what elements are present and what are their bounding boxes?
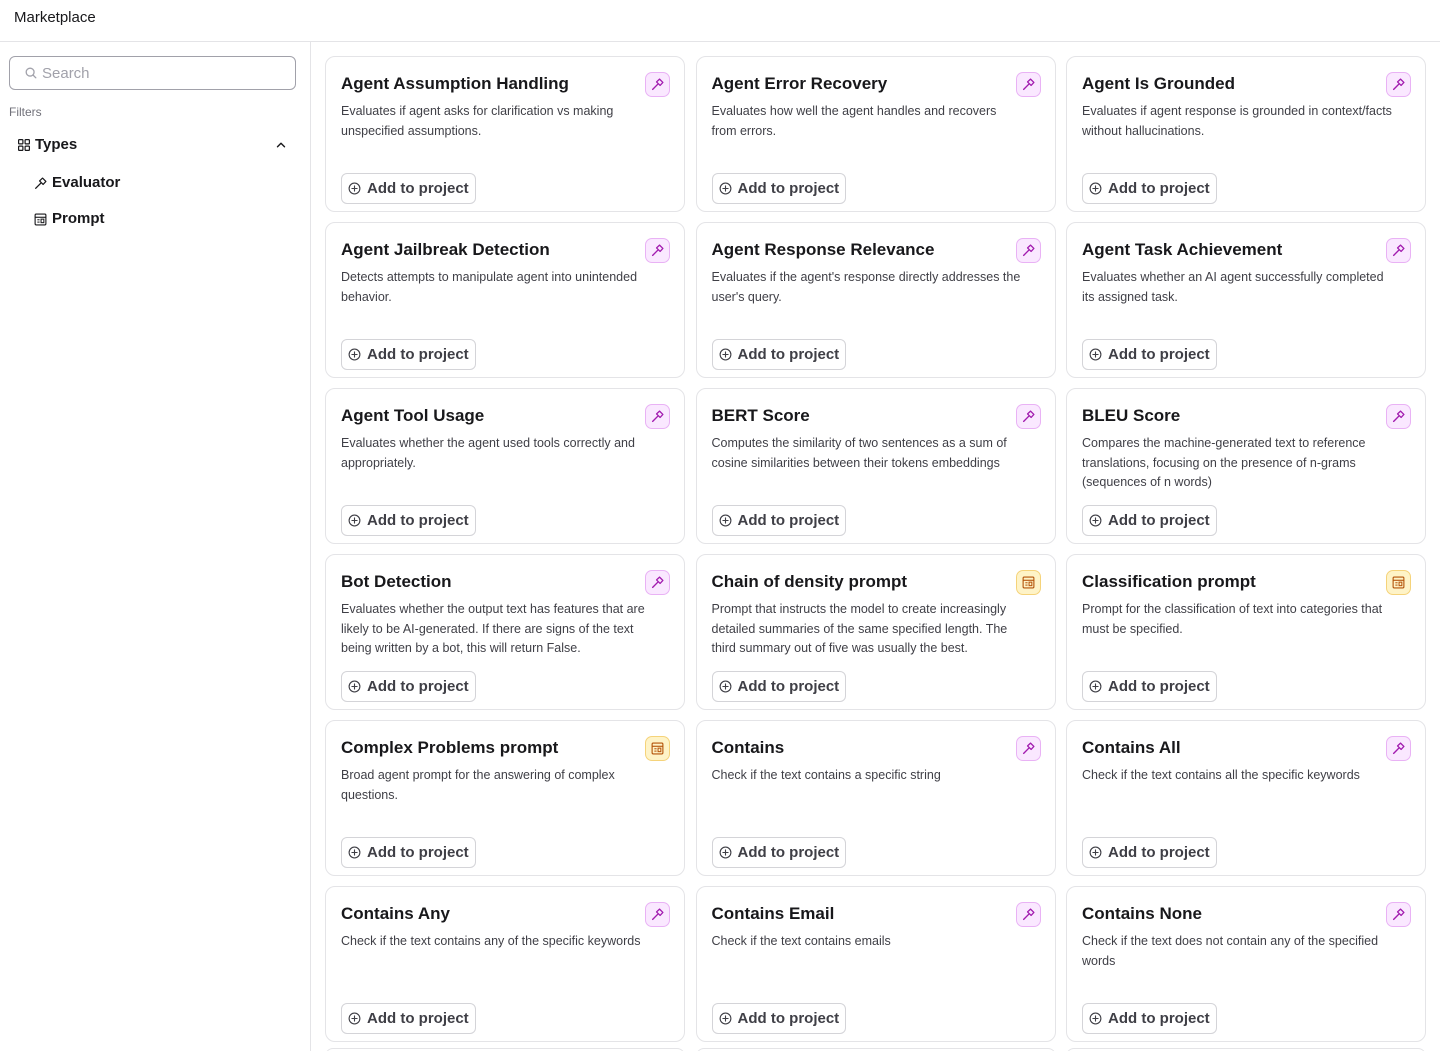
add-circle-icon bbox=[348, 1012, 361, 1025]
filter-type-label: Prompt bbox=[52, 210, 105, 227]
card-title: Contains bbox=[711, 738, 785, 757]
hammer-icon bbox=[1392, 244, 1405, 257]
evaluator-badge bbox=[1016, 902, 1041, 927]
add-to-project-label: Add to project bbox=[367, 1010, 469, 1027]
add-circle-icon bbox=[719, 1012, 732, 1025]
card-title: Agent Is Grounded bbox=[1082, 74, 1235, 93]
evaluator-badge bbox=[1386, 238, 1411, 263]
filter-type-evaluator[interactable] bbox=[30, 170, 230, 196]
card-title: BLEU Score bbox=[1082, 406, 1181, 425]
hammer-icon bbox=[651, 244, 664, 257]
add-to-project-button[interactable] bbox=[1082, 837, 1217, 868]
hammer-icon bbox=[34, 177, 47, 190]
add-circle-icon bbox=[348, 514, 361, 527]
add-to-project-button[interactable] bbox=[712, 173, 847, 204]
card-title: Agent Task Achievement bbox=[1082, 240, 1283, 259]
card-description: Evaluates whether the output text has features that are likely to be AI-generated. If there are signs of the text being written by a bot, this will return False. bbox=[341, 602, 645, 655]
hammer-icon bbox=[1022, 78, 1035, 91]
types-filter-toggle[interactable] bbox=[9, 132, 296, 158]
add-to-project-label: Add to project bbox=[367, 346, 469, 363]
add-circle-icon bbox=[348, 348, 361, 361]
sidebar bbox=[0, 42, 311, 1051]
prompt-badge bbox=[1386, 570, 1411, 595]
card-title: Contains All bbox=[1082, 738, 1181, 757]
card-description: Check if the text contains any of the specific keywords bbox=[341, 934, 641, 948]
marketplace-card[interactable] bbox=[696, 720, 1056, 876]
hammer-icon bbox=[1392, 410, 1405, 423]
evaluator-badge bbox=[645, 570, 670, 595]
add-to-project-button[interactable] bbox=[341, 837, 476, 868]
add-to-project-button[interactable] bbox=[712, 671, 847, 702]
add-circle-icon bbox=[348, 182, 361, 195]
page-title: Marketplace bbox=[14, 9, 96, 26]
add-circle-icon bbox=[348, 846, 361, 859]
chevron-up-icon bbox=[275, 139, 287, 151]
add-circle-icon bbox=[1089, 680, 1102, 693]
add-to-project-label: Add to project bbox=[737, 844, 840, 861]
evaluator-badge bbox=[645, 72, 670, 97]
card-title: BERT Score bbox=[711, 406, 810, 425]
hammer-icon bbox=[1392, 78, 1405, 91]
grid-icon bbox=[18, 139, 30, 151]
hammer-icon bbox=[1022, 244, 1035, 257]
search-box[interactable] bbox=[9, 56, 296, 90]
add-to-project-label: Add to project bbox=[367, 512, 469, 529]
card-title: Contains None bbox=[1082, 904, 1202, 923]
prompt-badge bbox=[1016, 570, 1041, 595]
card-description: Compares the machine-generated text to reference translations, focusing on the presence of n-grams (sequences of n words) bbox=[1082, 436, 1366, 489]
add-circle-icon bbox=[719, 182, 732, 195]
evaluator-badge bbox=[645, 404, 670, 429]
card-title: Agent Response Relevance bbox=[711, 240, 935, 259]
search-icon bbox=[24, 66, 38, 80]
evaluator-badge bbox=[1016, 404, 1041, 429]
marketplace-card[interactable] bbox=[696, 222, 1056, 378]
add-circle-icon bbox=[719, 514, 732, 527]
card-title: Agent Assumption Handling bbox=[341, 74, 569, 93]
marketplace-card[interactable] bbox=[696, 388, 1056, 544]
card-title: Bot Detection bbox=[341, 572, 452, 591]
filter-type-label: Evaluator bbox=[52, 174, 121, 191]
add-to-project-button[interactable] bbox=[712, 837, 847, 868]
add-to-project-label: Add to project bbox=[367, 678, 469, 695]
add-to-project-label: Add to project bbox=[737, 180, 840, 197]
add-to-project-label: Add to project bbox=[1108, 678, 1210, 695]
hammer-icon bbox=[1022, 908, 1035, 921]
card-description: Check if the text contains all the specific keywords bbox=[1082, 768, 1360, 782]
card-title: Classification prompt bbox=[1082, 572, 1256, 591]
card-description: Computes the similarity of two sentences as a sum of cosine similarities between their tokens embeddings bbox=[711, 436, 1007, 470]
prompt-icon bbox=[1022, 576, 1035, 589]
add-to-project-label: Add to project bbox=[737, 346, 840, 363]
prompt-badge bbox=[645, 736, 670, 761]
marketplace-card[interactable] bbox=[325, 554, 685, 710]
marketplace-card[interactable] bbox=[325, 56, 685, 212]
search-input[interactable] bbox=[42, 62, 287, 84]
evaluator-badge bbox=[1016, 238, 1041, 263]
add-to-project-label: Add to project bbox=[1108, 1010, 1210, 1027]
hammer-icon bbox=[1022, 742, 1035, 755]
add-to-project-button[interactable] bbox=[341, 1003, 476, 1034]
card-description: Evaluates if the agent's response directly addresses the user's query. bbox=[711, 270, 1021, 304]
marketplace-card[interactable] bbox=[325, 222, 685, 378]
add-to-project-label: Add to project bbox=[1108, 512, 1210, 529]
add-circle-icon bbox=[1089, 1012, 1102, 1025]
marketplace-card[interactable] bbox=[696, 554, 1056, 710]
card-title: Chain of density prompt bbox=[711, 572, 907, 591]
add-to-project-label: Add to project bbox=[1108, 180, 1210, 197]
add-to-project-label: Add to project bbox=[367, 180, 469, 197]
evaluator-badge bbox=[1016, 736, 1041, 761]
marketplace-card[interactable] bbox=[325, 720, 685, 876]
add-to-project-button[interactable] bbox=[1082, 1003, 1217, 1034]
evaluator-badge bbox=[1386, 72, 1411, 97]
add-to-project-button[interactable] bbox=[1082, 173, 1217, 204]
card-title: Agent Jailbreak Detection bbox=[341, 240, 550, 259]
add-circle-icon bbox=[719, 348, 732, 361]
hammer-icon bbox=[651, 908, 664, 921]
card-description: Evaluates whether the agent used tools correctly and appropriately. bbox=[341, 436, 635, 470]
prompt-icon bbox=[651, 742, 664, 755]
add-to-project-button[interactable] bbox=[1082, 339, 1217, 370]
add-to-project-button[interactable] bbox=[712, 339, 847, 370]
add-to-project-label: Add to project bbox=[367, 844, 469, 861]
card-title: Contains Email bbox=[711, 904, 835, 923]
add-circle-icon bbox=[348, 680, 361, 693]
marketplace-card[interactable] bbox=[325, 388, 685, 544]
marketplace-card[interactable] bbox=[696, 56, 1056, 212]
add-circle-icon bbox=[1089, 348, 1102, 361]
add-to-project-button[interactable] bbox=[341, 339, 476, 370]
evaluator-badge bbox=[1386, 404, 1411, 429]
marketplace-card[interactable] bbox=[1066, 388, 1426, 544]
add-circle-icon bbox=[1089, 514, 1102, 527]
card-description: Check if the text contains emails bbox=[711, 934, 891, 948]
prompt-icon bbox=[34, 213, 47, 226]
card-description: Evaluates if agent response is grounded in context/facts without hallucinations. bbox=[1082, 104, 1392, 138]
evaluator-badge bbox=[1386, 736, 1411, 761]
card-title: Agent Error Recovery bbox=[711, 74, 888, 93]
add-to-project-label: Add to project bbox=[737, 1010, 840, 1027]
add-to-project-label: Add to project bbox=[1108, 844, 1210, 861]
hammer-icon bbox=[651, 410, 664, 423]
add-to-project-button[interactable] bbox=[712, 1003, 847, 1034]
add-to-project-label: Add to project bbox=[737, 678, 840, 695]
top-bar bbox=[0, 0, 1440, 42]
hammer-icon bbox=[651, 78, 664, 91]
add-to-project-button[interactable] bbox=[341, 671, 476, 702]
marketplace-card[interactable] bbox=[696, 886, 1056, 1042]
card-title: Contains Any bbox=[341, 904, 450, 923]
hammer-icon bbox=[1392, 742, 1405, 755]
add-to-project-label: Add to project bbox=[737, 512, 840, 529]
card-description: Check if the text does not contain any of the specified words bbox=[1082, 934, 1379, 968]
add-to-project-button[interactable] bbox=[1082, 671, 1217, 702]
marketplace-card[interactable] bbox=[1066, 554, 1426, 710]
add-circle-icon bbox=[1089, 846, 1102, 859]
card-title: Agent Tool Usage bbox=[341, 406, 485, 425]
add-to-project-label: Add to project bbox=[1108, 346, 1210, 363]
marketplace-card[interactable] bbox=[325, 886, 685, 1042]
hammer-icon bbox=[1022, 410, 1035, 423]
evaluator-badge bbox=[1016, 72, 1041, 97]
add-circle-icon bbox=[719, 680, 732, 693]
filter-type-prompt[interactable] bbox=[30, 206, 230, 232]
card-title: Complex Problems prompt bbox=[341, 738, 559, 757]
card-description: Evaluates how well the agent handles and recovers from errors. bbox=[711, 104, 997, 138]
card-description: Detects attempts to manipulate agent into unintended behavior. bbox=[341, 270, 638, 304]
filters-label: Filters bbox=[9, 105, 42, 119]
marketplace-card[interactable] bbox=[1066, 886, 1426, 1042]
add-to-project-button[interactable] bbox=[341, 173, 476, 204]
marketplace-card[interactable] bbox=[1066, 56, 1426, 212]
marketplace-card[interactable] bbox=[1066, 222, 1426, 378]
marketplace-card[interactable] bbox=[1066, 720, 1426, 876]
types-label: Types bbox=[35, 136, 78, 153]
hammer-icon bbox=[651, 576, 664, 589]
marketplace-grid bbox=[325, 56, 1426, 1042]
card-description: Evaluates whether an AI agent successfully completed its assigned task. bbox=[1082, 270, 1384, 304]
add-to-project-button[interactable] bbox=[1082, 505, 1217, 536]
evaluator-badge bbox=[645, 238, 670, 263]
add-to-project-button[interactable] bbox=[712, 505, 847, 536]
prompt-icon bbox=[1392, 576, 1405, 589]
add-to-project-button[interactable] bbox=[341, 505, 476, 536]
card-description: Prompt that instructs the model to create increasingly detailed summaries of the same specified length. The third summary out of five was usually the best. bbox=[711, 602, 1008, 655]
card-description: Prompt for the classification of text into categories that must be specified. bbox=[1082, 602, 1383, 636]
hammer-icon bbox=[1392, 908, 1405, 921]
card-description: Broad agent prompt for the answering of complex questions. bbox=[341, 768, 615, 802]
evaluator-badge bbox=[645, 902, 670, 927]
card-description: Check if the text contains a specific string bbox=[711, 768, 941, 782]
evaluator-badge bbox=[1386, 902, 1411, 927]
card-description: Evaluates if agent asks for clarification vs making unspecified assumptions. bbox=[341, 104, 614, 138]
add-circle-icon bbox=[719, 846, 732, 859]
add-circle-icon bbox=[1089, 182, 1102, 195]
